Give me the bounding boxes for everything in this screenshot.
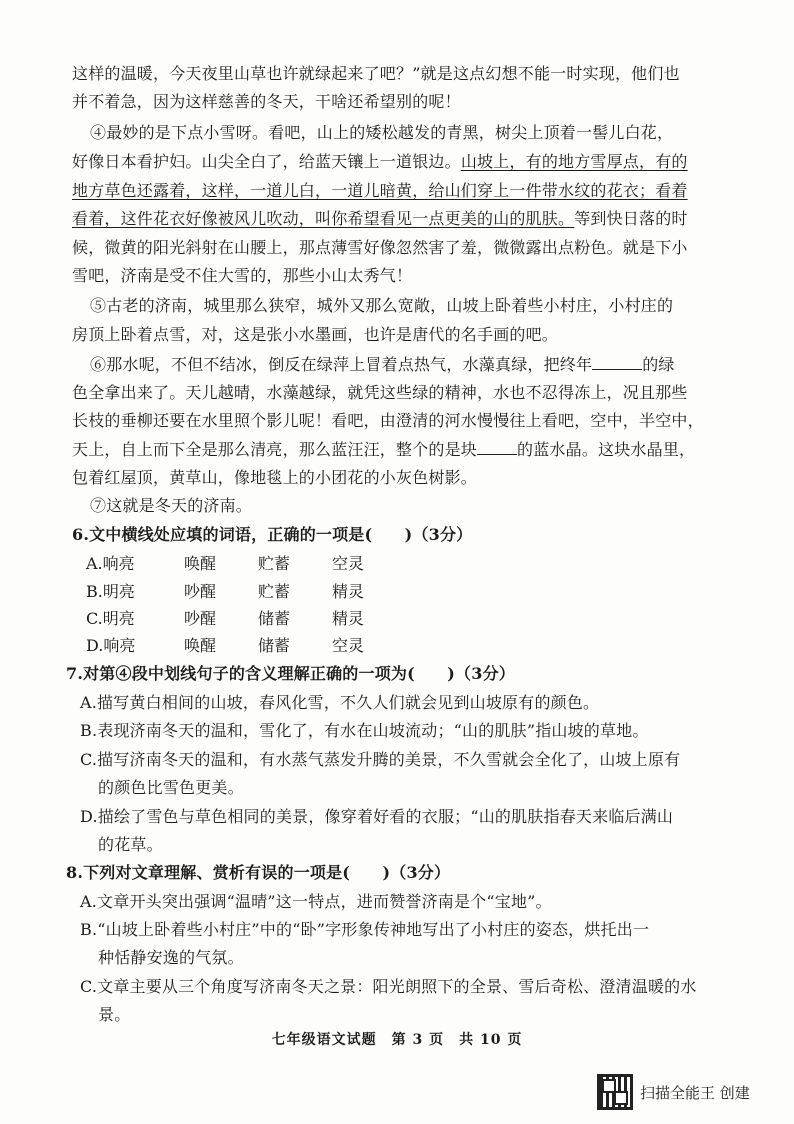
question-8-option-c-cont: 景。 [98, 1005, 131, 1024]
page-footer: 七年级语文试题 第 3 页 共 10 页 [271, 1032, 523, 1048]
paragraph-5: ⑤古老的济南，城里那么狭窄，城外又那么宽敞，山坡上卧着些小村庄，小村庄的 [90, 296, 674, 315]
exam-page: 这样的温暖，今天夜里山草也许就绿起来了吧？”就是这点幻想不能一时实现，他们也 并不着急，因为这样慈善的冬天，干啥还希望别的呢！ ④最妙的是下点小雪呀。看吧，山上的矮松越发的青黑，树尖上顶着一髻儿白花， 好像日本看护妇。山尖全白了，给蓝天镶上一道银边。山坡上，有的地方雪厚点，有的 地方草色还露着，这样，一道儿白，一道儿暗黄，给山们穿上一件带水纹的花衣；看着 看着，这件花衣好像被风儿吹动，叫你希望看见一点更美的山的肌肤。等到快日落的时 候，微黄的阳光斜射在山腰上，那点薄雪好像忽然害了羞，微微露出点粉色。就是下小 雪吧，济南是受不住大雪的，那些小山太秀气！ ⑤古老的济南，城里那么狭窄，城外又那么宽敞，山坡上卧着些小村庄，小村庄的 房顶上卧着点雪，对，这是张小水墨画，也许是唐代的名手画的吧。 ⑥那水呢，不但不结冰，倒反在绿萍上冒着点热气，水藻真绿，把终年 的绿 色全拿出来了。天儿越晴，水藻越绿，就凭这些绿的精神，水也不忍得冻上，况且那些 长枝的垂柳还要在水里照个影儿呢！看吧，由澄清的河水慢慢往上看吧，空中，半空中， 天上，自上而下全是那么清亮，那么蓝汪汪，整个的是块 的蓝水晶。这块水晶里， 包着红屋顶，黄草山，像地毯上的小团花的小灰色树影。 ⑦这就是冬天的济南。 6.文中横线处应填的词语，正确的一项是( )（3分） A.响亮 唤醒 贮蓄 空灵 B.明亮 吵醒 贮蓄 精灵 C.明亮 吵醒 储蓄 精灵 D.响亮 唤醒 储蓄 空灵 7.对第④段中划线句子的含义理解正确的一项为( )（3分） A.描写黄白相间的山坡，春风化雪，不久人们就会见到山坡原有的颜色。 B.表现济南冬天的温和，雪化了，有水在山坡流动；“山的肌肤”指山坡的草地。 C.描写济南冬天的温和，有水蒸气蒸发升腾的美景，不久雪就会全化了，山坡上原有 的颜色比雪色更美。 D.描绘了雪色与草色相同的美景，像穿着好看的衣服；“山的肌肤指春天来临后满山 的花草。 8.下列对文章理解、赏析有误的一项是( )（3分） A.文章开头突出强调“温晴”这一特点，进而赞誉济南是个“宝地”。 B.“山坡上卧着些小村庄”中的“卧”字形象传神地写出了小村庄的姿态，烘托出一 种恬静安逸的气氛。 C.文章主要从三个角度写济南冬天之景：阳光朗照下的全景、雪后奇松、澄清温暖的水 景。 七年级语文试题 第 3 页 共 10 页 扫描全能王 创建 [0, 0, 794, 1124]
question-8-option-c: C.文章主要从三个角度写济南冬天之景：阳光朗照下的全景、雪后奇松、澄清温暖的水 [80, 977, 697, 996]
paragraph-6: ⑥那水呢，不但不结冰，倒反在绿萍上冒着点热气，水藻真绿，把终年 的绿 [90, 355, 675, 374]
fill-blank [477, 440, 517, 455]
question-6-stem: 6.文中横线处应填的词语，正确的一项是( )（3分） [72, 525, 473, 544]
fill-blank [592, 355, 642, 370]
passage-line: 包着红屋顶，黄草山，像地毯上的小团花的小灰色树影。 [72, 468, 478, 487]
passage-line: 雪吧，济南是受不住大雪的，那些小山太秀气！ [72, 266, 413, 285]
underlined-sentence: 山坡上，有的地方雪厚点，有的 [460, 152, 688, 171]
scanner-watermark: 扫描全能王 创建 [640, 1084, 750, 1102]
question-7-option-c-cont: 的颜色比雪色更美。 [98, 778, 244, 797]
question-8-option-b: B.“山坡上卧着些小村庄”中的“卧”字形象传神地写出了小村庄的姿态，烘托出一 [80, 920, 650, 939]
paragraph-7: ⑦这就是冬天的济南。 [90, 496, 253, 515]
question-7-stem: 7.对第④段中划线句子的含义理解正确的一项为( )（3分） [66, 664, 515, 683]
question-8-option-a: A.文章开头突出强调“温晴”这一特点，进而赞誉济南是个“宝地”。 [80, 892, 552, 911]
underlined-sentence: 地方草色还露着，这样，一道儿白，一道儿暗黄，给山们穿上一件带水纹的花衣；看着 [72, 181, 688, 200]
paragraph-4: ④最妙的是下点小雪呀。看吧，山上的矮松越发的青黑，树尖上顶着一髻儿白花， [90, 123, 674, 142]
question-7-option-a: A.描写黄白相间的山坡，春风化雪，不久人们就会见到山坡原有的颜色。 [80, 693, 600, 712]
question-8-stem: 8.下列对文章理解、赏析有误的一项是( )（3分） [66, 863, 451, 882]
passage-line: 色全拿出来了。天儿越晴，水藻越绿，就凭这些绿的精神，水也不忍得冻上，况且那些 [72, 383, 688, 402]
underlined-sentence: 看着，这件花衣好像被风儿吹动，叫你希望看见一点更美的山的肌肤。 [72, 209, 575, 228]
passage-line: 房顶上卧着点雪，对，这是张小水墨画，也许是唐代的名手画的吧。 [72, 325, 559, 344]
passage-line: 看着，这件花衣好像被风儿吹动，叫你希望看见一点更美的山的肌肤。等到快日落的时 [72, 209, 688, 228]
question-8-option-b-cont: 种恬静安逸的气氛。 [98, 948, 244, 967]
passage-line: 天上，自上而下全是那么清亮，那么蓝汪汪，整个的是块 的蓝水晶。这块水晶里， [72, 440, 696, 459]
passage-line: 候，微黄的阳光斜射在山腰上，那点薄雪好像忽然害了羞，微微露出点粉色。就是下小 [72, 238, 688, 257]
passage-line: 长枝的垂柳还要在水里照个影儿呢！看吧，由澄清的河水慢慢往上看吧，空中，半空中， [72, 411, 704, 430]
question-7-option-c: C.描写济南冬天的温和，有水蒸气蒸发升腾的美景，不久雪就会全化了，山坡上原有 [80, 750, 681, 769]
passage-line: 并不着急，因为这样慈善的冬天，干啥还希望别的呢！ [72, 92, 461, 111]
question-7-option-d-cont: 的花草。 [98, 835, 163, 854]
question-7-option-d: D.描绘了雪色与草色相同的美景，像穿着好看的衣服；“山的肌肤指春天来临后满山 [80, 807, 674, 826]
passage-line: 这样的温暖，今天夜里山草也许就绿起来了吧？”就是这点幻想不能一时实现，他们也 [72, 64, 680, 83]
passage-line: 好像日本看护妇。山尖全白了，给蓝天镶上一道银边。山坡上，有的地方雪厚点，有的 [72, 152, 688, 171]
question-7-option-b: B.表现济南冬天的温和，雪化了，有水在山坡流动；“山的肌肤”指山坡的草地。 [80, 721, 649, 740]
qr-code-icon [597, 1074, 633, 1110]
